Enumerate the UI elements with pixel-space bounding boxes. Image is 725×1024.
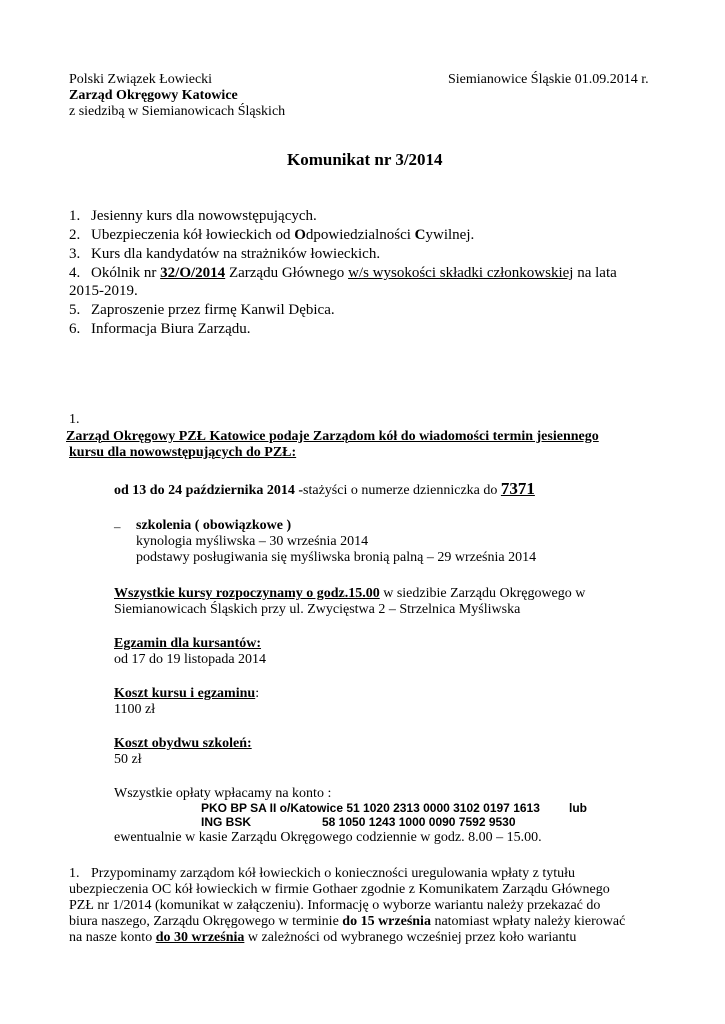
journal-number: 7371	[500, 479, 535, 498]
bullet-dash: –	[114, 519, 121, 534]
section-1-heading: Zarząd Okręgowy PZŁ Katowice podaje Zarządom kół do wiadomości termin jesiennego	[66, 429, 599, 444]
training-cost-value: 50 zł	[114, 752, 142, 767]
bank-name-ing: ING BSK	[201, 815, 252, 829]
training-cost-label: Koszt obydwu szkoleń:	[114, 736, 252, 751]
training-title: szkolenia ( obowiązkowe )	[136, 518, 292, 533]
courses-start: Wszystkie kursy rozpoczynamy o godz.15.00 w siedzibie Zarządu Okręgowego w	[114, 586, 586, 601]
bank-account-pko: PKO BP SA II o/Katowice 51 1020 2313 0000 3102 0197 1613	[201, 801, 540, 815]
section-2-line-1: 1. Przypominamy zarządom kół łowieckich o konieczności uregulowania wpłaty z tytułu	[69, 866, 576, 881]
section-2-line-3: PZŁ nr 1/2014 (komunikat w załączeniu). Informację o wyborze wariantu należy przekazać do	[69, 898, 601, 913]
section-1-number: 1.	[69, 412, 80, 427]
place-date: Siemianowice Śląskie 01.09.2014 r.	[448, 72, 649, 87]
agenda-item-4-cont: 2015-2019.	[69, 283, 138, 299]
agenda-item-3: 3. Kurs dla kandydatów na strażników łowieckich.	[69, 246, 381, 262]
course-dates: od 13 do 24 października 2014 -stażyści o numerze dzienniczka do 7371	[114, 479, 535, 498]
agenda-item-4: 4. Okólnik nr 32/O/2014 Zarządu Głównego w/s wysokości składki członkowskiej na lata	[69, 265, 617, 281]
org-board: Zarząd Okręgowy Katowice	[69, 88, 238, 103]
bank-or: lub	[569, 801, 587, 815]
agenda-item-5: 5. Zaproszenie przez firmę Kanwil Dębica.	[69, 302, 335, 318]
agenda-item-6: 6. Informacja Biura Zarządu.	[69, 321, 251, 337]
circular-ref: 32/O/2014	[160, 265, 226, 281]
section-1-heading-cont: kursu dla nowowstępujących do PZŁ:	[69, 445, 297, 460]
page-title: Komunikat nr 3/2014	[287, 150, 443, 169]
agenda-item-1: 1. Jesienny kurs dla nowowstępujących.	[69, 208, 317, 224]
cost-label: Koszt kursu i egzaminu:	[114, 686, 260, 701]
training-line-1: kynologia myśliwska – 30 września 2014	[136, 534, 369, 549]
courses-place: Siemianowicach Śląskich przy ul. Zwycięstwa 2 – Strzelnica Myśliwska	[114, 602, 521, 617]
exam-label: Egzamin dla kursantów:	[114, 636, 262, 651]
section-2-line-2: ubezpieczenia OC kół łowieckich w firmie Gothaer zgodnie z Komunikatem Zarządu Głównego	[69, 882, 610, 897]
org-name: Polski Związek Łowiecki	[69, 72, 213, 87]
training-line-2: podstawy posługiwania się myśliwska bronią palną – 29 września 2014	[136, 550, 537, 565]
payments-intro: Wszystkie opłaty wpłacamy na konto :	[114, 786, 332, 801]
bank-account-ing: 58 1050 1243 1000 0090 7592 9530	[322, 815, 516, 829]
section-2-line-5: na nasze konto do 30 września w zależności od wybranego wcześniej przez koło wariantu	[69, 930, 577, 945]
agenda-item-2: 2. Ubezpieczenia kół łowieckich od Odpowiedzialności Cywilnej.	[69, 227, 475, 243]
exam-dates: od 17 do 19 listopada 2014	[114, 652, 267, 667]
cash-note: ewentualnie w kasie Zarządu Okręgowego codziennie w godz. 8.00 – 15.00.	[114, 830, 542, 845]
section-2-line-4: biura naszego, Zarządu Okręgowego w terminie do 15 września natomiast wpłaty należy kierować	[69, 914, 626, 929]
org-seat: z siedzibą w Siemianowicach Śląskich	[69, 104, 286, 119]
cost-value: 1100 zł	[114, 702, 156, 717]
